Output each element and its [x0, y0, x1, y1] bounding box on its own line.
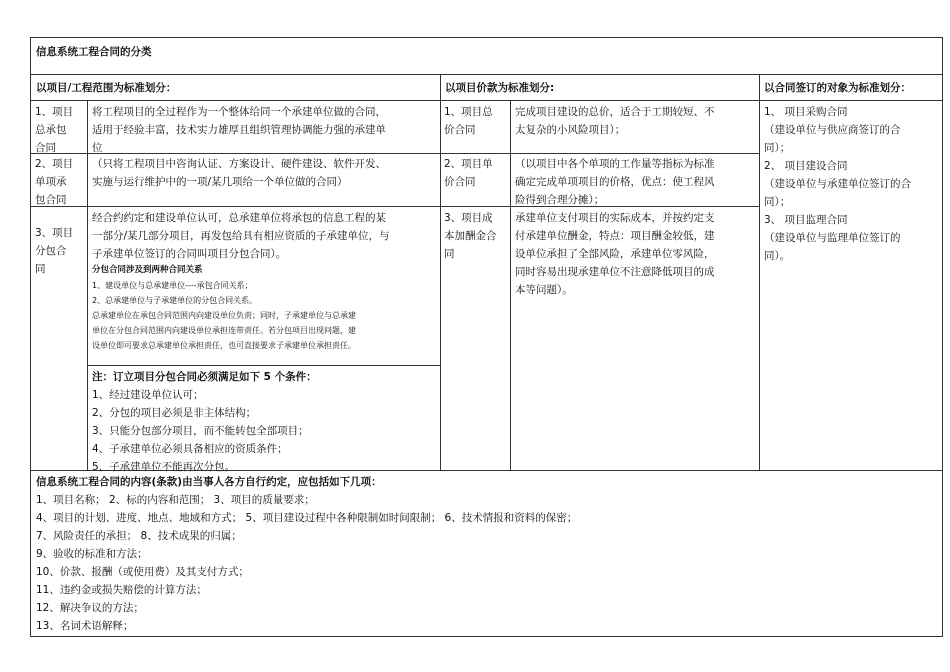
condition-item: 1、经过建设单位认可；	[92, 389, 204, 401]
contents-line: 9、验收的标准和方法；	[36, 548, 148, 560]
condition-item: 5、子承建单位不能再次分包。	[92, 461, 236, 473]
scope-row-desc: 经合约约定和建设单位认可，总承建单位将承包的信息工程的某 一部分/某几部分项目，再发包给具有相应资质的子承建单位，与 子承建单位签订的合同叫项目分包合同）。	[92, 212, 390, 260]
scope-row-desc: （只将工程项目中咨询认证、方案设计、硬件建设、软件开发、 实施与运行维护中的一项/某几项给一个单位做的合同）	[92, 158, 386, 188]
rule	[440, 74, 441, 470]
contents-heading: 信息系统工程合同的内容(条款)由当事人各方自行约定，应包括如下几项：	[36, 476, 382, 488]
contents-line: 10、价款、报酬（或使用费）及其支付方式；	[36, 566, 249, 578]
relation-item: 1、建设单位与总承建单位----承包合同关系；	[92, 281, 253, 290]
price-row-label: 3、项目成 本加酬金合 同	[444, 212, 497, 260]
rule	[31, 74, 942, 75]
price-row-label: 1、项目总 价合同	[444, 106, 493, 136]
scope-column-header: 以项目/工程范围为标准划分：	[36, 82, 177, 94]
rule	[31, 100, 942, 101]
price-row-label: 2、项目单 价合同	[444, 158, 493, 188]
price-row-desc: （以项目中各个单项的工作量等指标为标准 确定完成单项项目的价格，优点：使工程风 险得到合理分摊）；	[515, 158, 715, 206]
rule	[87, 365, 440, 366]
scope-row-label: 3、项目 分包合 同	[35, 227, 74, 275]
condition-item: 2、分包的项目必须是非主体结构；	[92, 407, 257, 419]
scope-row-desc: 将工程项目的全过程作为一个整体给同一个承建单位做的合同， 适用于经验丰富，技术实力雄厚且组织管理协调能力强的承建单 位	[92, 106, 386, 154]
relations-heading: 分包合同涉及到两种合同关系	[92, 265, 203, 275]
condition-item: 4、子承建单位必须具备相应的资质条件；	[92, 443, 288, 455]
contents-line: 11、违约金或损失赔偿的计算方法；	[36, 584, 207, 596]
signing-items: 1、 项目采购合同 （建设单位与供应商签订的合 同）； 2、 项目建设合同 （建设单位与承建单位签订的合 同）； 3、 项目监理合同 （建设单位与监理单位签订的 同）。	[764, 106, 911, 262]
contract-classification-table	[30, 37, 943, 637]
price-row-desc: 承建单位支付项目的实际成本，并按约定支 付承建单位酬金，特点：项目酬金较低，建 设单位承担了全部风险，承建单位零风险， 同时容易出现承建单位不注意降低项目的成 本等问题）。	[515, 212, 715, 296]
contract-contents	[36, 473, 936, 635]
conditions-heading: 注：订立项目分包合同必须满足如下 5 个条件：	[92, 371, 317, 383]
subcontract-conditions	[92, 368, 438, 476]
price-column-header: 以项目价款为标准划分:	[445, 82, 555, 94]
scope-row-label: 2、项目 单项承 包合同	[35, 158, 74, 206]
table-title: 信息系统工程合同的分类	[36, 46, 152, 58]
contents-line: 13、名词术语解释；	[36, 620, 134, 632]
contents-line: 12、解决争议的方法；	[36, 602, 144, 614]
scope-row-label: 1、项目 总承包 合同	[35, 106, 74, 154]
contents-line: 7、风险责任的承担； 8、技术成果的归属；	[36, 530, 242, 542]
relation-item: 2、总承建单位与子承建单位的分包合同关系。	[92, 296, 258, 305]
price-row-desc: 完成项目建设的总价，适合于工期较短、不 太复杂的小风险项目）；	[515, 106, 715, 136]
subcontract-relations	[92, 263, 438, 353]
signing-column-header: 以合同签订的对象为标准划分：	[764, 82, 911, 94]
rule	[87, 100, 88, 470]
liability-text: 总承建单位在承包合同范围内向建设单位负责；同时，子承建单位与总承建 单位在分包合同范围内向建设单位承担连带责任。若分包项目出现问题，建 设单位即可要求总承建单位承担责任，也可直接要求子承建单位承担责任。	[92, 311, 356, 350]
contents-line: 1、项目名称； 2、标的内容和范围； 3、项目的质量要求；	[36, 494, 315, 506]
condition-item: 3、只能分包部分项目，而不能转包全部项目；	[92, 425, 309, 437]
contents-line: 4、项目的计划、进度、地点、地域和方式； 5、项目建设过程中各种限制如时间限制； 6、技术情报和资料的保密；	[36, 512, 578, 524]
rule	[759, 74, 760, 470]
rule	[510, 100, 511, 470]
